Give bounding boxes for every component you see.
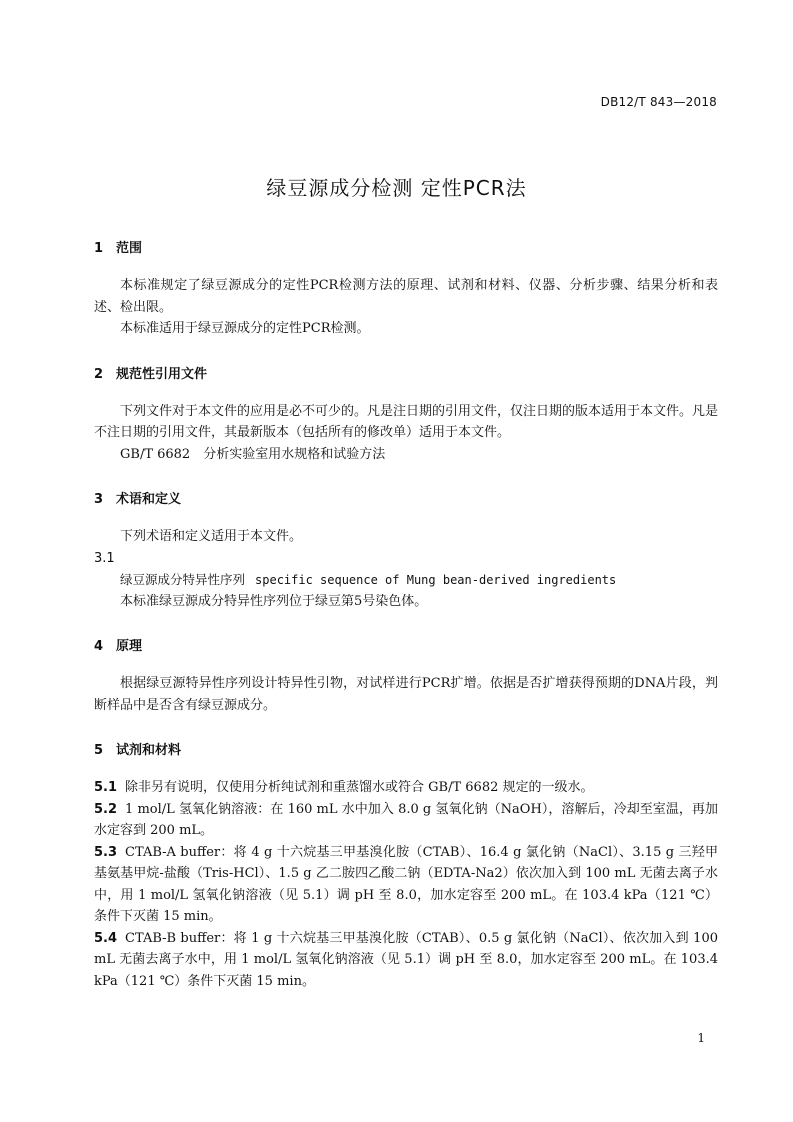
term-number: 3.1 [94, 550, 115, 566]
clause-5-2 [94, 799, 718, 842]
clause-text: CTAB-A buffer：将 4 g 十六烷基三甲基溴化胺（CTAB）、16.4 g 氯化钠（NaCl）、3.15 g 三羟甲基氨基甲烷-盐酸（Tris-HCl）、1.5 g 乙二胺四乙酸二钠（EDTA-Na2）依次加入到 100 mL 无菌去离子水中，用 1 mol/L 氢氧化钠溶液（见 5.1）调 pH 至 8.0，加水定容至 200 mL。在 103.4 kPa（121 ℃）条件下灭菌 15 min。 [94, 844, 718, 924]
term-entry [120, 569, 718, 591]
paragraph: 本标准规定了绿豆源成分的定性PCR检测方法的原理、试剂和材料、仪器、分析步骤、结果分析和表述、检出限。 [94, 278, 718, 315]
document-body [94, 238, 718, 992]
clause-number: 5.2 [94, 801, 118, 817]
section-heading-reagents [94, 740, 718, 761]
clause-5-3 [94, 842, 718, 928]
section-heading-terms [94, 489, 718, 510]
section-number: 5 [94, 743, 104, 758]
term-english: specific sequence of Mung bean-derived ingredients [255, 572, 617, 587]
paragraph: 下列文件对于本文件的应用是必不可少的。凡是注日期的引用文件，仅注日期的版本适用于本文件。凡是不注日期的引用文件，其最新版本（包括所有的修改单）适用于本文件。 [94, 403, 719, 440]
section-number: 3 [94, 492, 104, 507]
term-definition: 本标准绿豆源成分特异性序列位于绿豆第5号染色体。 [120, 593, 428, 609]
paragraph: 根据绿豆源特异性序列设计特异性引物，对试样进行PCR扩增。依据是否扩增获得预期的DNA片段，判断样品中是否含有绿豆源成分。 [94, 676, 718, 713]
section-title: 范围 [116, 241, 143, 256]
section-title: 原理 [116, 639, 143, 654]
section-heading-principle [94, 636, 718, 657]
clause-number: 5.1 [94, 780, 118, 795]
document-title: 绿豆源成分检测 定性PCR法 [266, 176, 527, 200]
page-number: 1 [697, 1031, 705, 1045]
clause-5-4 [94, 928, 718, 993]
document-id: DB12/T 843—2018 [600, 95, 717, 109]
paragraph: 下列术语和定义适用于本文件。 [120, 529, 303, 544]
section-title: 试剂和材料 [116, 743, 182, 758]
clause-number: 5.3 [94, 844, 118, 860]
section-heading-scope [94, 238, 718, 259]
clause-text: 1 mol/L 氢氧化钠溶液：在 160 mL 水中加入 8.0 g 氢氧化钠（NaOH），溶解后，冷却至室温，再加水定容到 200 mL。 [94, 801, 718, 838]
reference-item: GB/T 6682 分析实验室用水规格和试验方法 [120, 446, 386, 462]
paragraph: 本标准适用于绿豆源成分的定性PCR检测。 [120, 321, 370, 336]
section-number: 4 [94, 639, 104, 654]
clause-text: 除非另有说明，仅使用分析纯试剂和重蒸馏水或符合 GB/T 6682 规定的一级水。 [125, 780, 594, 795]
section-title: 术语和定义 [116, 492, 182, 507]
section-title: 规范性引用文件 [116, 366, 208, 382]
clause-5-1 [94, 777, 718, 799]
clause-number: 5.4 [94, 930, 118, 946]
section-number: 2 [94, 366, 104, 382]
section-heading-normative-references [94, 364, 718, 385]
term-chinese: 绿豆源成分特异性序列 [120, 571, 246, 587]
clause-text: CTAB-B buffer：将 1 g 十六烷基三甲基溴化胺（CTAB）、0.5 g 氯化钠（NaCl）、依次加入到 100 mL 无菌去离子水中，用 1 mol/L 氢氧化钠溶液（见 5.1）调 pH 至 8.0，加水定容至 200 mL。在 103.4 kPa（121 ℃）条件下灭菌 15 min。 [94, 930, 718, 989]
section-number: 1 [94, 241, 104, 256]
